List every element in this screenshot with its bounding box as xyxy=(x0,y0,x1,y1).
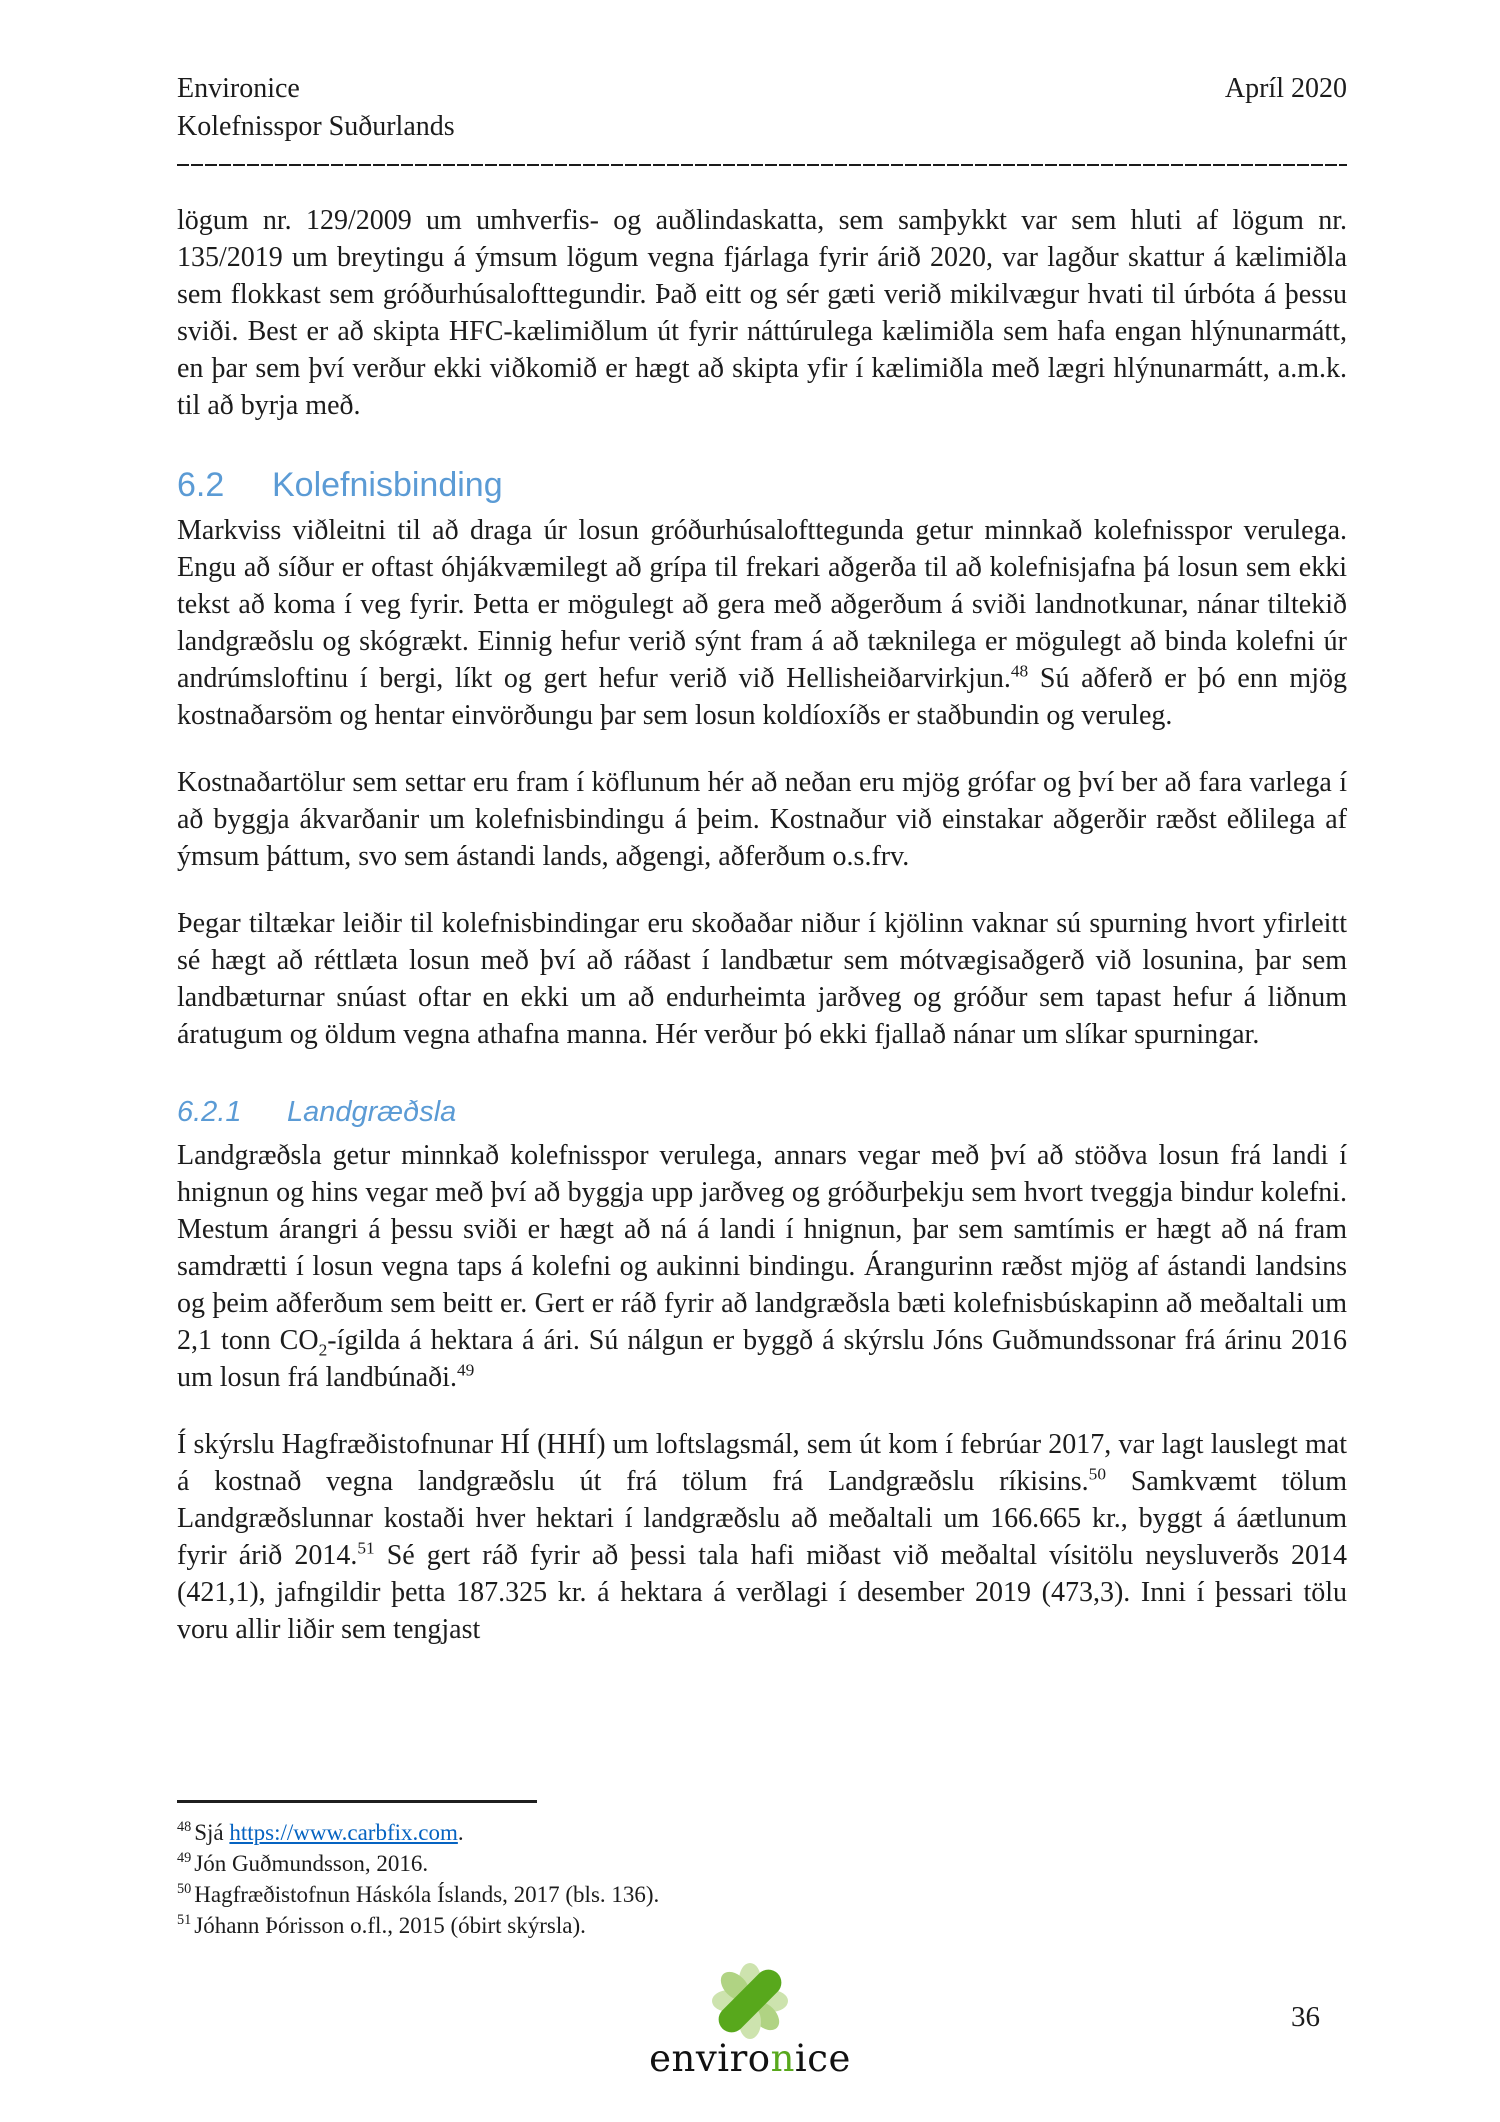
footnote-48: $^{48}$ Sjá https://www.carbfix.com. xyxy=(177,1819,464,1845)
superscript: 51 xyxy=(357,1538,375,1558)
footnote-link[interactable]: https://www.carbfix.com xyxy=(229,1820,458,1845)
header-org: Environice xyxy=(177,73,300,104)
footnote-number: 51 xyxy=(177,1912,192,1929)
wordmark-green-n: n xyxy=(770,2037,795,2080)
footnote-50: $^{50}$ Hagfræðistofnun Háskóla Íslands, 2017 (bls. 136). xyxy=(177,1881,660,1907)
header-rule xyxy=(177,164,1347,166)
paragraph: Landgræðsla getur minnkað kolefnisspor verulega, annars vegar með því að stöðva losun frá landi í hnignun og hins vegar með því að byggja upp jarðveg og gróðurþekju sem hvort tveggja bindur kolefni. Mestum árangri á þessu sviði er hægt að ná á landi í hnignun, þar sem samtímis er hægt að ná fram samdrætti í losun vegna taps á kolefni og aukinni bindingu. Árangurinn ræðst mjög af ástandi landsins og þeim aðferðum sem beitt er. Gert er ráð fyrir að landgræðsla bæti kolefnisbúskapinn að meðaltali um 2,1 tonn $CO_2$-ígilda á hektara á ári. Sú nálgun er byggð á skýrslu Jóns Guðmundssonar frá árinu 2016 um losun frá landbúnaði.$^{49}$ xyxy=(177,1140,1347,1393)
page-header xyxy=(177,0,1347,146)
wordmark-part2: ice xyxy=(794,2037,851,2080)
footnote-separator xyxy=(177,1800,537,1803)
paragraph: Þegar tiltækar leiðir til kolefnisbindingar eru skoðaðar niður í kjölinn vaknar sú spurning hvort yfirleitt sé hægt að réttlæta losun með því að ráðast í landbætur sem mótvægisaðgerð við losunina, þar sem landbæturnar snúast oftar en ekki um að endurheimta jarðveg og gróður sem tapast hefur á liðnum áratugum og öldum vegna athafna manna. Hér verður þó ekki fjallað nánar um slíkar spurningar. xyxy=(177,908,1347,1050)
footnote-51: $^{51}$ Jóhann Þórisson o.fl., 2015 (óbirt skýrsla). xyxy=(177,1912,586,1938)
environice-wordmark xyxy=(620,2037,880,2080)
header-subtitle: Kolefnisspor Suðurlands xyxy=(177,111,455,142)
subscript: 2 xyxy=(318,1340,328,1360)
heading-label: Kolefnisbinding xyxy=(272,466,503,504)
superscript: 49 xyxy=(456,1360,475,1380)
paragraph: lögum nr. 129/2009 um umhverfis- og auðlindaskatta, sem samþykkt var sem hluti af lögum nr. 135/2019 um breytingu á ýmsum lögum vegna fjárlaga fyrir árið 2020, var lagður skattur á kælimiðla sem flokkast sem gróðurhúsalofttegundir. Það eitt og sér gæti verið mikilvægur hvati til úrbóta á þessu sviði. Best er að skipta HFC-kælimiðlum út fyrir náttúrulega kælimiðla sem hafa engan hlýnunarmátt, en þar sem því verður ekki viðkomið er hægt að skipta yfir í kælimiðla með lægri hlýnunarmátt, a.m.k. til að byrja með. xyxy=(177,205,1347,421)
section-heading-6.2.1 xyxy=(177,1093,1347,1131)
footnote-49: $^{49}$ Jón Guðmundsson, 2016. xyxy=(177,1850,429,1876)
heading-number: 6.2 xyxy=(177,466,225,504)
page-number: 36 xyxy=(1291,2001,1320,2033)
environice-logo xyxy=(620,1960,880,2078)
header-date: Apríl 2020 xyxy=(1224,73,1347,104)
document-body xyxy=(177,202,1347,1648)
paragraph: Markviss viðleitni til að draga úr losun gróðurhúsalofttegunda getur minnkað kolefnisspor verulega. Engu að síður er oftast óhjákvæmilegt að grípa til frekari aðgerða til að kolefnisjafna þá losun sem ekki tekst að koma í veg fyrir. Þetta er mögulegt að gera með aðgerðum á sviði landnotkunar, nánar tiltekið landgræðslu og skógrækt. Einnig hefur verið sýnt fram á að tæknilega er mögulegt að binda kolefni úr andrúmsloftinu í bergi, líkt og gert hefur verið við Hellisheiðarvirkjun.$^{48}$ Sú aðferð er þó enn mjög kostnaðarsöm og hentar einvörðungu þar sem losun koldíoxíðs er staðbundin og veruleg. xyxy=(177,515,1347,731)
footnote-list xyxy=(177,1817,1347,1941)
footnote-number: 49 xyxy=(177,1850,192,1867)
footnote-area xyxy=(177,1800,1347,1941)
section-heading-6.2 xyxy=(177,464,1347,506)
heading-label: Landgræðsla xyxy=(287,1096,457,1128)
paragraph: Kostnaðartölur sem settar eru fram í köflunum hér að neðan eru mjög grófar og því ber að fara varlega í að byggja ákvarðanir um kolefnisbindingu á þeim. Kostnaður við einstakar aðgerðir ræðst eðlilega af ýmsum þáttum, svo sem ástandi lands, aðgengi, aðferðum o.s.frv. xyxy=(177,767,1347,872)
environice-flower-icon xyxy=(698,1960,802,2042)
wordmark-part1: enviro xyxy=(649,2037,771,2080)
footnote-number: 50 xyxy=(177,1881,192,1898)
paragraph: Í skýrslu Hagfræðistofnunar HÍ (HHÍ) um loftslagsmál, sem út kom í febrúar 2017, var lagt lauslegt mat á kostnað vegna landgræðslu út frá tölum frá Landgræðslu ríkisins.$^{50}$ Samkvæmt tölum Landgræðslunnar kostaði hver hektari í landgræðslu að meðaltali um 166.665 kr., byggt á áætlunum fyrir árið 2014.51 Sé gert ráð fyrir að þessi tala hafi miðast við meðaltal vísitölu neysluverðs 2014 (421,1), jafngildir þetta 187.325 kr. á hektara á verðlagi í desember 2019 (473,3). Inni í þessari tölu voru allir liðir sem tengjast xyxy=(177,1429,1348,1645)
superscript: 50 xyxy=(1088,1464,1106,1484)
superscript: 48 xyxy=(1010,661,1029,681)
footnote-number: 48 xyxy=(177,1819,192,1836)
heading-number: 6.2.1 xyxy=(177,1096,242,1128)
